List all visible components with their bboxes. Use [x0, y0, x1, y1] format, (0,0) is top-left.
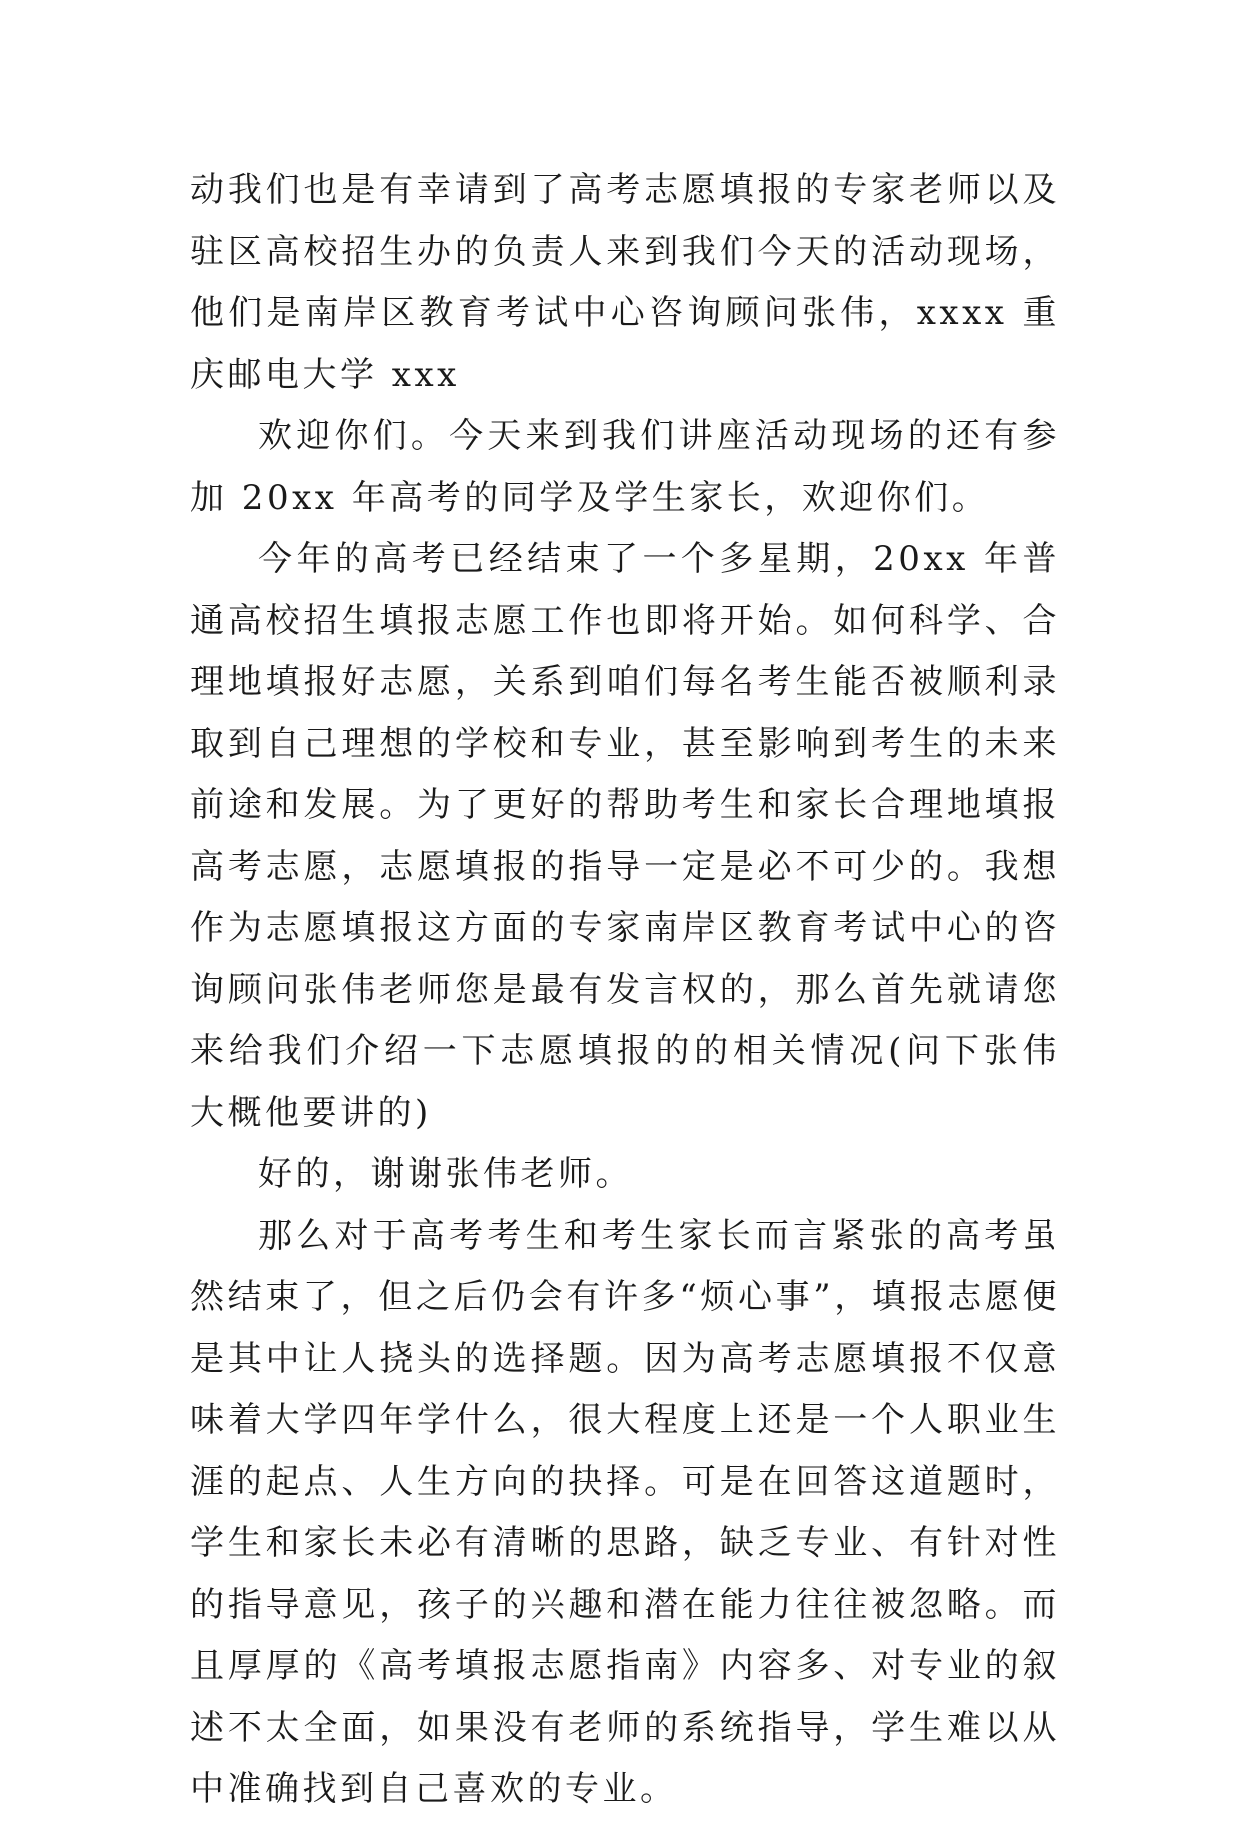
paragraph-1: 动我们也是有幸请到了高考志愿填报的专家老师以及驻区高校招生办的负责人来到我们今天的活动现场，他们是南岸区教育考试中心咨询顾问张伟，xxxx 重庆邮电大学 xxx: [190, 170, 1060, 395]
document-body: [190, 160, 1060, 1821]
paragraph-5: 那么对于高考考生和考生家长而言紧张的高考虽然结束了，但之后仍会有许多“烦心事”，填报志愿便是其中让人挠头的选择题。因为高考志愿填报不仅意味着大学四年学什么，很大程度上还是一个人职业生涯的起点、人生方向的抉择。可是在回答这道题时，学生和家长未必有清晰的思路，缺乏专业、有针对性的指导意见，孩子的兴趣和潜在能力往往被忽略。而且厚厚的《高考填报志愿指南》内容多、对专业的叙述不太全面，如果没有老师的系统指导，学生难以从中准确找到自己喜欢的专业。: [190, 1215, 1060, 1809]
paragraph-4: 好的，谢谢张伟老师。: [258, 1154, 633, 1194]
paragraph-2: 欢迎你们。今天来到我们讲座活动现场的还有参加 20xx 年高考的同学及学生家长，欢迎你们。: [190, 416, 1060, 518]
paragraph-3: 今年的高考已经结束了一个多星期，20xx 年普通高校招生填报志愿工作也即将开始。如何科学、合理地填报好志愿，关系到咱们每名考生能否被顺利录取到自己理想的学校和专业，甚至影响到考生的未来前途和发展。为了更好的帮助考生和家长合理地填报高考志愿，志愿填报的指导一定是必不可少的。我想作为志愿填报这方面的专家南岸区教育考试中心的咨询顾问张伟老师您是最有发言权的，那么首先就请您来给我们介绍一下志愿填报的的相关情况(问下张伟大概他要讲的): [190, 539, 1060, 1133]
